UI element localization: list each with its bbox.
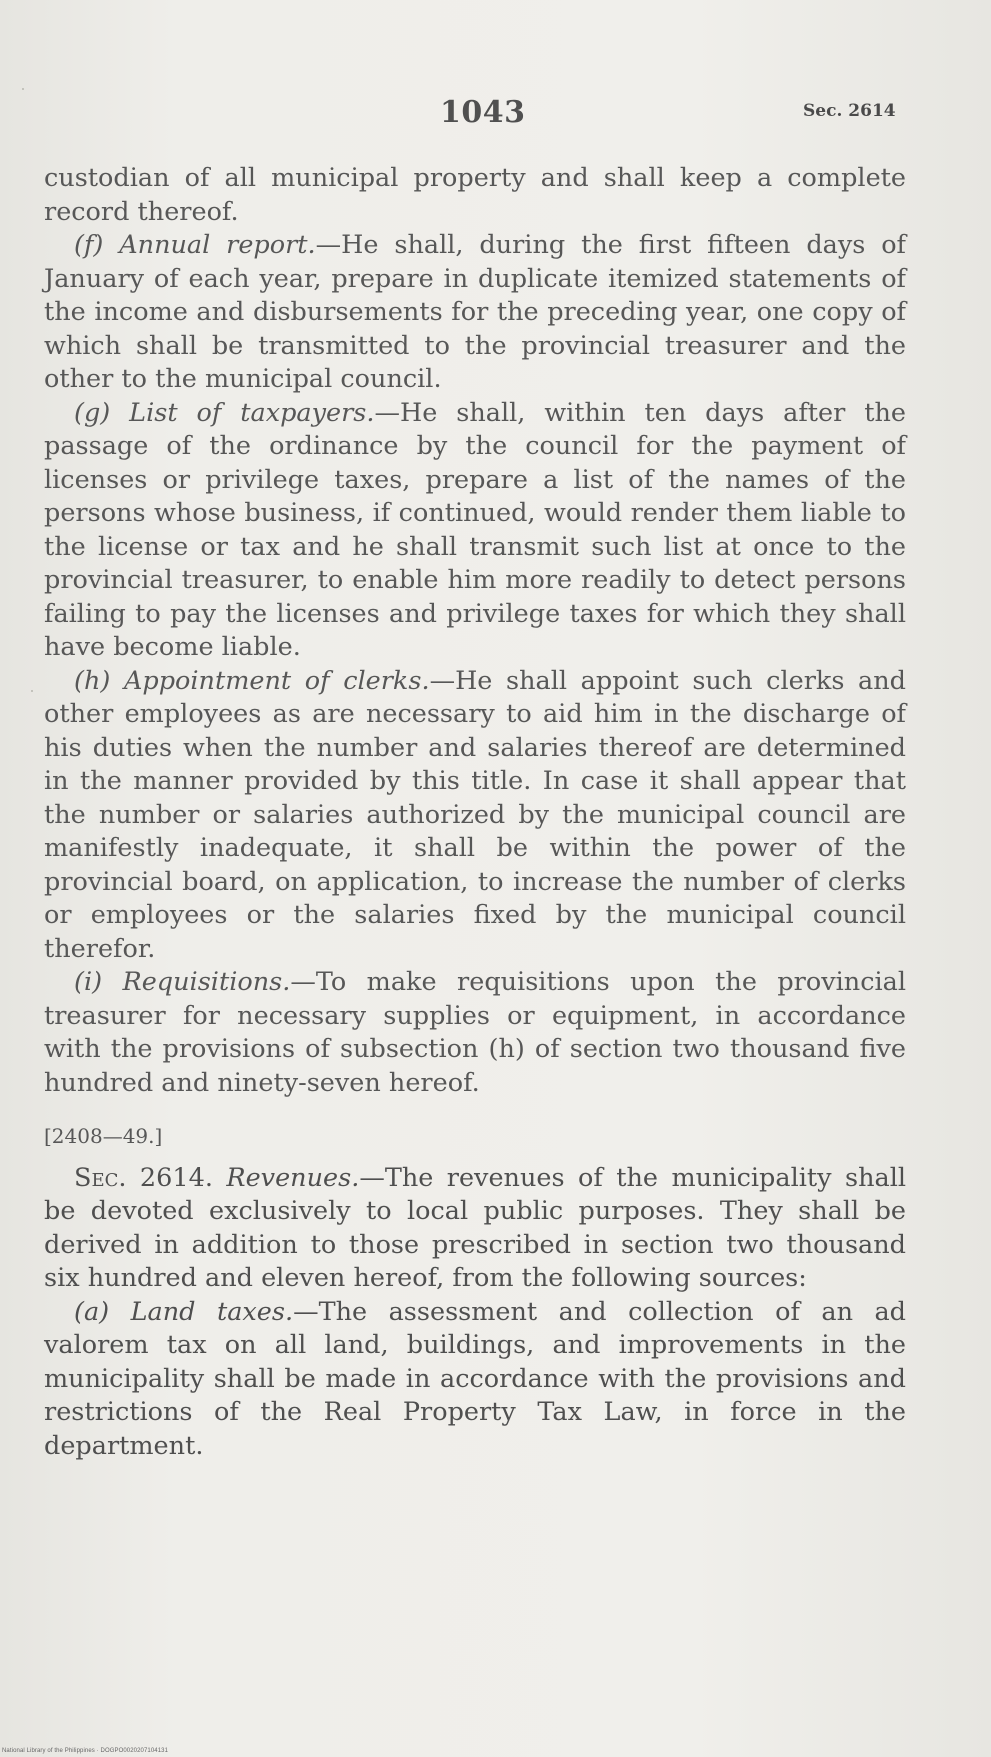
paragraph-text: —The revenues of the municipality shall be devoted exclusively to local public purposes. They shall be derived in addition to those prescribed in section two thousand six hundred and eleven hereof, from the following sources:: [44, 1162, 907, 1293]
scan-speck: [31, 690, 33, 692]
paragraph-text: —He shall appoint such clerks and other employees as are necessary to aid him in the discharge of his duties when the number and salaries thereof are determined in the manner provided by this title. In case it shall appear that the number or salaries authorized by the municipal council are manifestly inadequate, it shall be within the power of the provincial board, on application, to increase the number of clerks or employees or the salaries fixed by the municipal council therefor.: [44, 665, 907, 964]
paragraph-list-of-taxpayers: [44, 397, 906, 665]
paragraph-continuation: [44, 162, 906, 229]
page-header: [0, 95, 991, 135]
archive-footer: National Library of the Philippines · DOGPO0020207104131: [2, 1748, 169, 1754]
paragraph-section-2614: [44, 1162, 906, 1296]
paragraph-text: custodian of all municipal property and shall keep a complete record thereof.: [44, 163, 906, 227]
paragraph-annual-report: [44, 229, 906, 397]
paragraph-text: —To make requisitions upon the provincial treasurer for necessary supplies or equipment, in accordance with the provisions of subsection (h) of section two thousand five hundred and ninety-seven hereof.: [44, 967, 906, 1098]
subsection-heading: List of taxpayers.: [129, 397, 375, 428]
paragraph-requisitions: [44, 966, 906, 1100]
subsection-label: (a): [74, 1296, 110, 1327]
subsection-label: (i): [74, 967, 103, 997]
section-label: Sec. 2614.: [74, 1162, 213, 1193]
paragraph-land-taxes: [44, 1296, 906, 1464]
subsection-heading: Appointment of clerks.: [123, 665, 430, 696]
subsection-label: (g): [74, 397, 111, 428]
paragraph-appointment-of-clerks: [44, 665, 906, 967]
section-heading: Revenues.: [226, 1162, 360, 1193]
paragraph-text: —The assessment and collection of an ad valorem tax on all land, buildings, and improvements in the municipality shall be made in accordance with the provisions and restrictions of the Real Property Tax Law, in force in the department.: [44, 1296, 907, 1461]
scan-speck: [22, 88, 24, 90]
subsection-label: (f): [74, 230, 104, 260]
subsection-heading: Land taxes.: [130, 1296, 294, 1327]
citation-text: [2408—49.]: [44, 1124, 163, 1148]
page-number: 1043: [440, 95, 526, 130]
subsection-heading: Annual report.: [119, 230, 316, 260]
body-text: [44, 162, 906, 1463]
citation: [44, 1120, 906, 1154]
subsection-heading: Requisitions.: [122, 967, 291, 997]
section-reference: Sec. 2614: [803, 101, 896, 121]
paragraph-text: —He shall, during the first fifteen days of January of each year, prepare in duplicate itemized statements of the income and disbursements for the preceding year, one copy of which shall be transmitted to the provincial treasurer and the other to the municipal council.: [44, 230, 906, 394]
paragraph-text: —He shall, within ten days after the passage of the ordinance by the council for the payment of licenses or privilege taxes, prepare a list of the names of the persons whose business, if continued, would render them liable to the license or tax and he shall transmit such list at once to the provincial treasurer, to enable him more readily to detect persons failing to pay the licenses and privilege taxes for which they shall have become liable.: [44, 397, 906, 662]
subsection-label: (h): [74, 665, 111, 696]
